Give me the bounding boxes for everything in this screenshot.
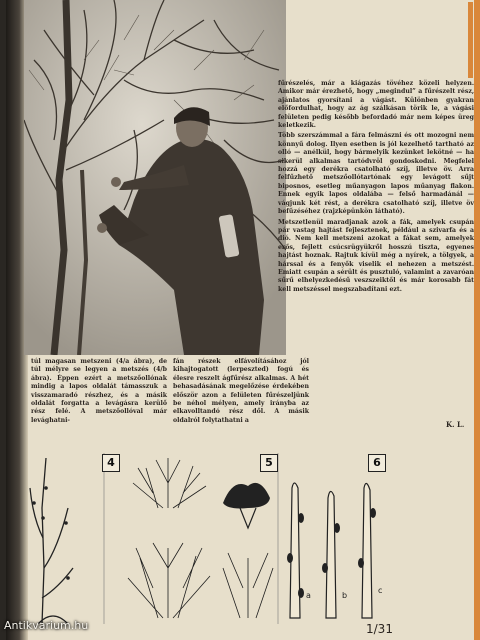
paragraph-tools: Több szerszámmal a fára felmászni és ott mozogni nem könnyű dolog. Ilyen esetben is jól kezelhető tartható az olló — anélkül, hogy bármelyik kezünket lekötné — ha sikerül alkalmas tartódvröl gondoskodni. Megfelel hozzá egy derékra csatolható szíj, illetve öv. Arra felfűzhető metszőollótartónak egy levágott sűjt biposnos, esetleg műanyagon lapos műanyag flakon. Ennek egyik lapos oldalába — felső harmadánál — vágjunk két rést, a derékra csatolható szíj, illetve öv befűzéséhez (rajzképünkön látható).: [278, 132, 474, 216]
magazine-page: [6, 0, 480, 640]
orange-frame-top: [291, 2, 473, 78]
paragraph-saw: fán részek elfávolításához jól kihajtogatott (lerpeszted) fogú és élesre reszelt ágfűrész alkalmas. A hét behasadásának megelőzése érdekében először azon a felületen fűrészeljünk be néhol mélyen, amely irányba az elkavolltandó rész dől. A másik oldalról folytathatni a: [173, 358, 309, 424]
photo-illustration: [24, 0, 286, 355]
figure-drawings: [28, 448, 474, 624]
orange-margin-rule: [474, 0, 480, 640]
figure-number-5: 5: [260, 454, 278, 472]
author-signature: K. L.: [446, 420, 465, 429]
branch-label-a: a: [306, 591, 311, 600]
branch-label-b: b: [342, 591, 348, 600]
page-number: 1/31: [366, 622, 393, 636]
branch-label-c: c: [378, 586, 383, 595]
pruning-figures: [28, 448, 474, 624]
paragraph-sawing: fűrészelés, már a kiágazás tövéhez közeli helyzen. Amikor már érezhető, hogy „megindul” a fűrészelt rész, ajánlatos gyorsítani a vágást. Különben gyakran előfordulhat, hogy az ág szálkásan törik le, a vágási felületen pedig később befordadó már nem képes üreg keletkezik.: [278, 80, 474, 130]
figure-number-6: 6: [368, 454, 386, 472]
paragraph-unpruned-trees: Metszetlenül maradjanak azok a fák, amelyek csupán pár vastag hajtást fejlesztenek, például a szivarfa és a dió. Nem kell metszeni azokat a fákat sem, amelyek erős, fejlett csúcsrügyükről hosszú tiszta, egyenes hajtást hoznak. Rajtuk kívül még a nyírek, a tölgyek, a hárssal és a fenyők viselik el nehezen a metszést. Emiatt csupán a sérült és pusztuló, valamint a zavaróan sűrű elhelyezkedésű veszszeiktől és már korosabb fát kell metszéssel megszabadítani ezt.: [278, 218, 474, 293]
photo-man-pruning-tree: [24, 0, 286, 355]
paragraph-cut-height: túl magasan metszeni (4/a ábra), de túl mélyre se legyen a metszés (4/b ábra). Éppen ezért a metszőollónak mindig a lapos oldalát támasszuk a visszamaradó részhez, és a másik oldalát forgatta a levágásra kerülő rész felé. A metszőollóval már levághatni-: [31, 358, 167, 424]
watermark: Antikvarium.hu: [4, 619, 89, 632]
text-column-bottom-middle: [173, 358, 309, 427]
text-column-right: [278, 80, 474, 296]
figure-number-4: 4: [102, 454, 120, 472]
text-column-bottom-left: [31, 358, 167, 427]
